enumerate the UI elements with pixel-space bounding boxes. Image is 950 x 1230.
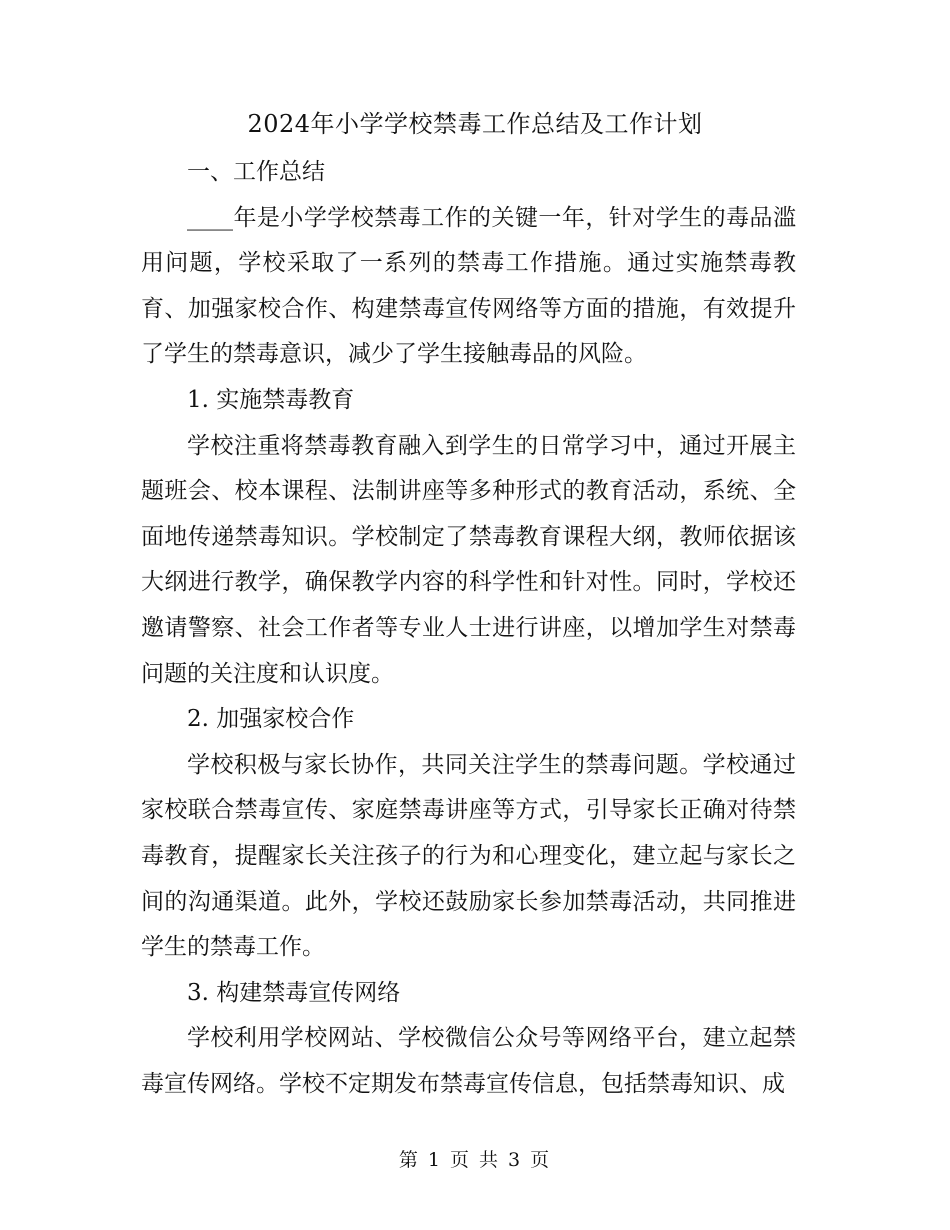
item3-heading: 3. 构建禁毒宣传网络 — [187, 979, 401, 1006]
item3-paragraph: 学校利用学校网站、学校微信公众号等网络平台，建立起禁毒宣传网络。学校不定期发布禁毒宣传信息，包括禁毒知识、成 — [141, 1025, 796, 1097]
intro-paragraph: ____年是小学学校禁毒工作的关键一年，针对学生的毒品滥用问题，学校采取了一系列的禁毒工作措施。通过实施禁毒教育、加强家校合作、构建禁毒宣传网络等方面的措施，有效提升了学生的禁毒意识，减少了学生接触毒品的风险。 — [141, 204, 796, 368]
section-heading: 一、工作总结 — [187, 159, 325, 185]
item1-heading: 1. 实施禁毒教育 — [187, 386, 355, 413]
item2-paragraph: 学校积极与家长协作，共同关注学生的禁毒问题。学校通过家校联合禁毒宣传、家庭禁毒讲座等方式，引导家长正确对待禁毒教育，提醒家长关注孩子的行为和心理变化，建立起与家长之间的沟通渠道。此外，学校还鼓励家长参加禁毒活动，共同推进学生的禁毒工作。 — [141, 751, 796, 961]
document-title: 2024年小学学校禁毒工作总结及工作计划 — [247, 110, 703, 138]
document-body — [141, 150, 796, 1107]
item2-heading: 2. 加强家校合作 — [187, 706, 355, 733]
page-indicator: 第 1 页 共 3 页 — [398, 1149, 552, 1171]
item1-paragraph: 学校注重将禁毒教育融入到学生的日常学习中，通过开展主题班会、校本课程、法制讲座等多种形式的教育活动，系统、全面地传递禁毒知识。学校制定了禁毒教育课程大纲，教师依据该大纲进行教学，确保教学内容的科学性和针对性。同时，学校还邀请警察、社会工作者等专业人士进行讲座，以增加学生对禁毒问题的关注度和认识度。 — [141, 432, 796, 687]
